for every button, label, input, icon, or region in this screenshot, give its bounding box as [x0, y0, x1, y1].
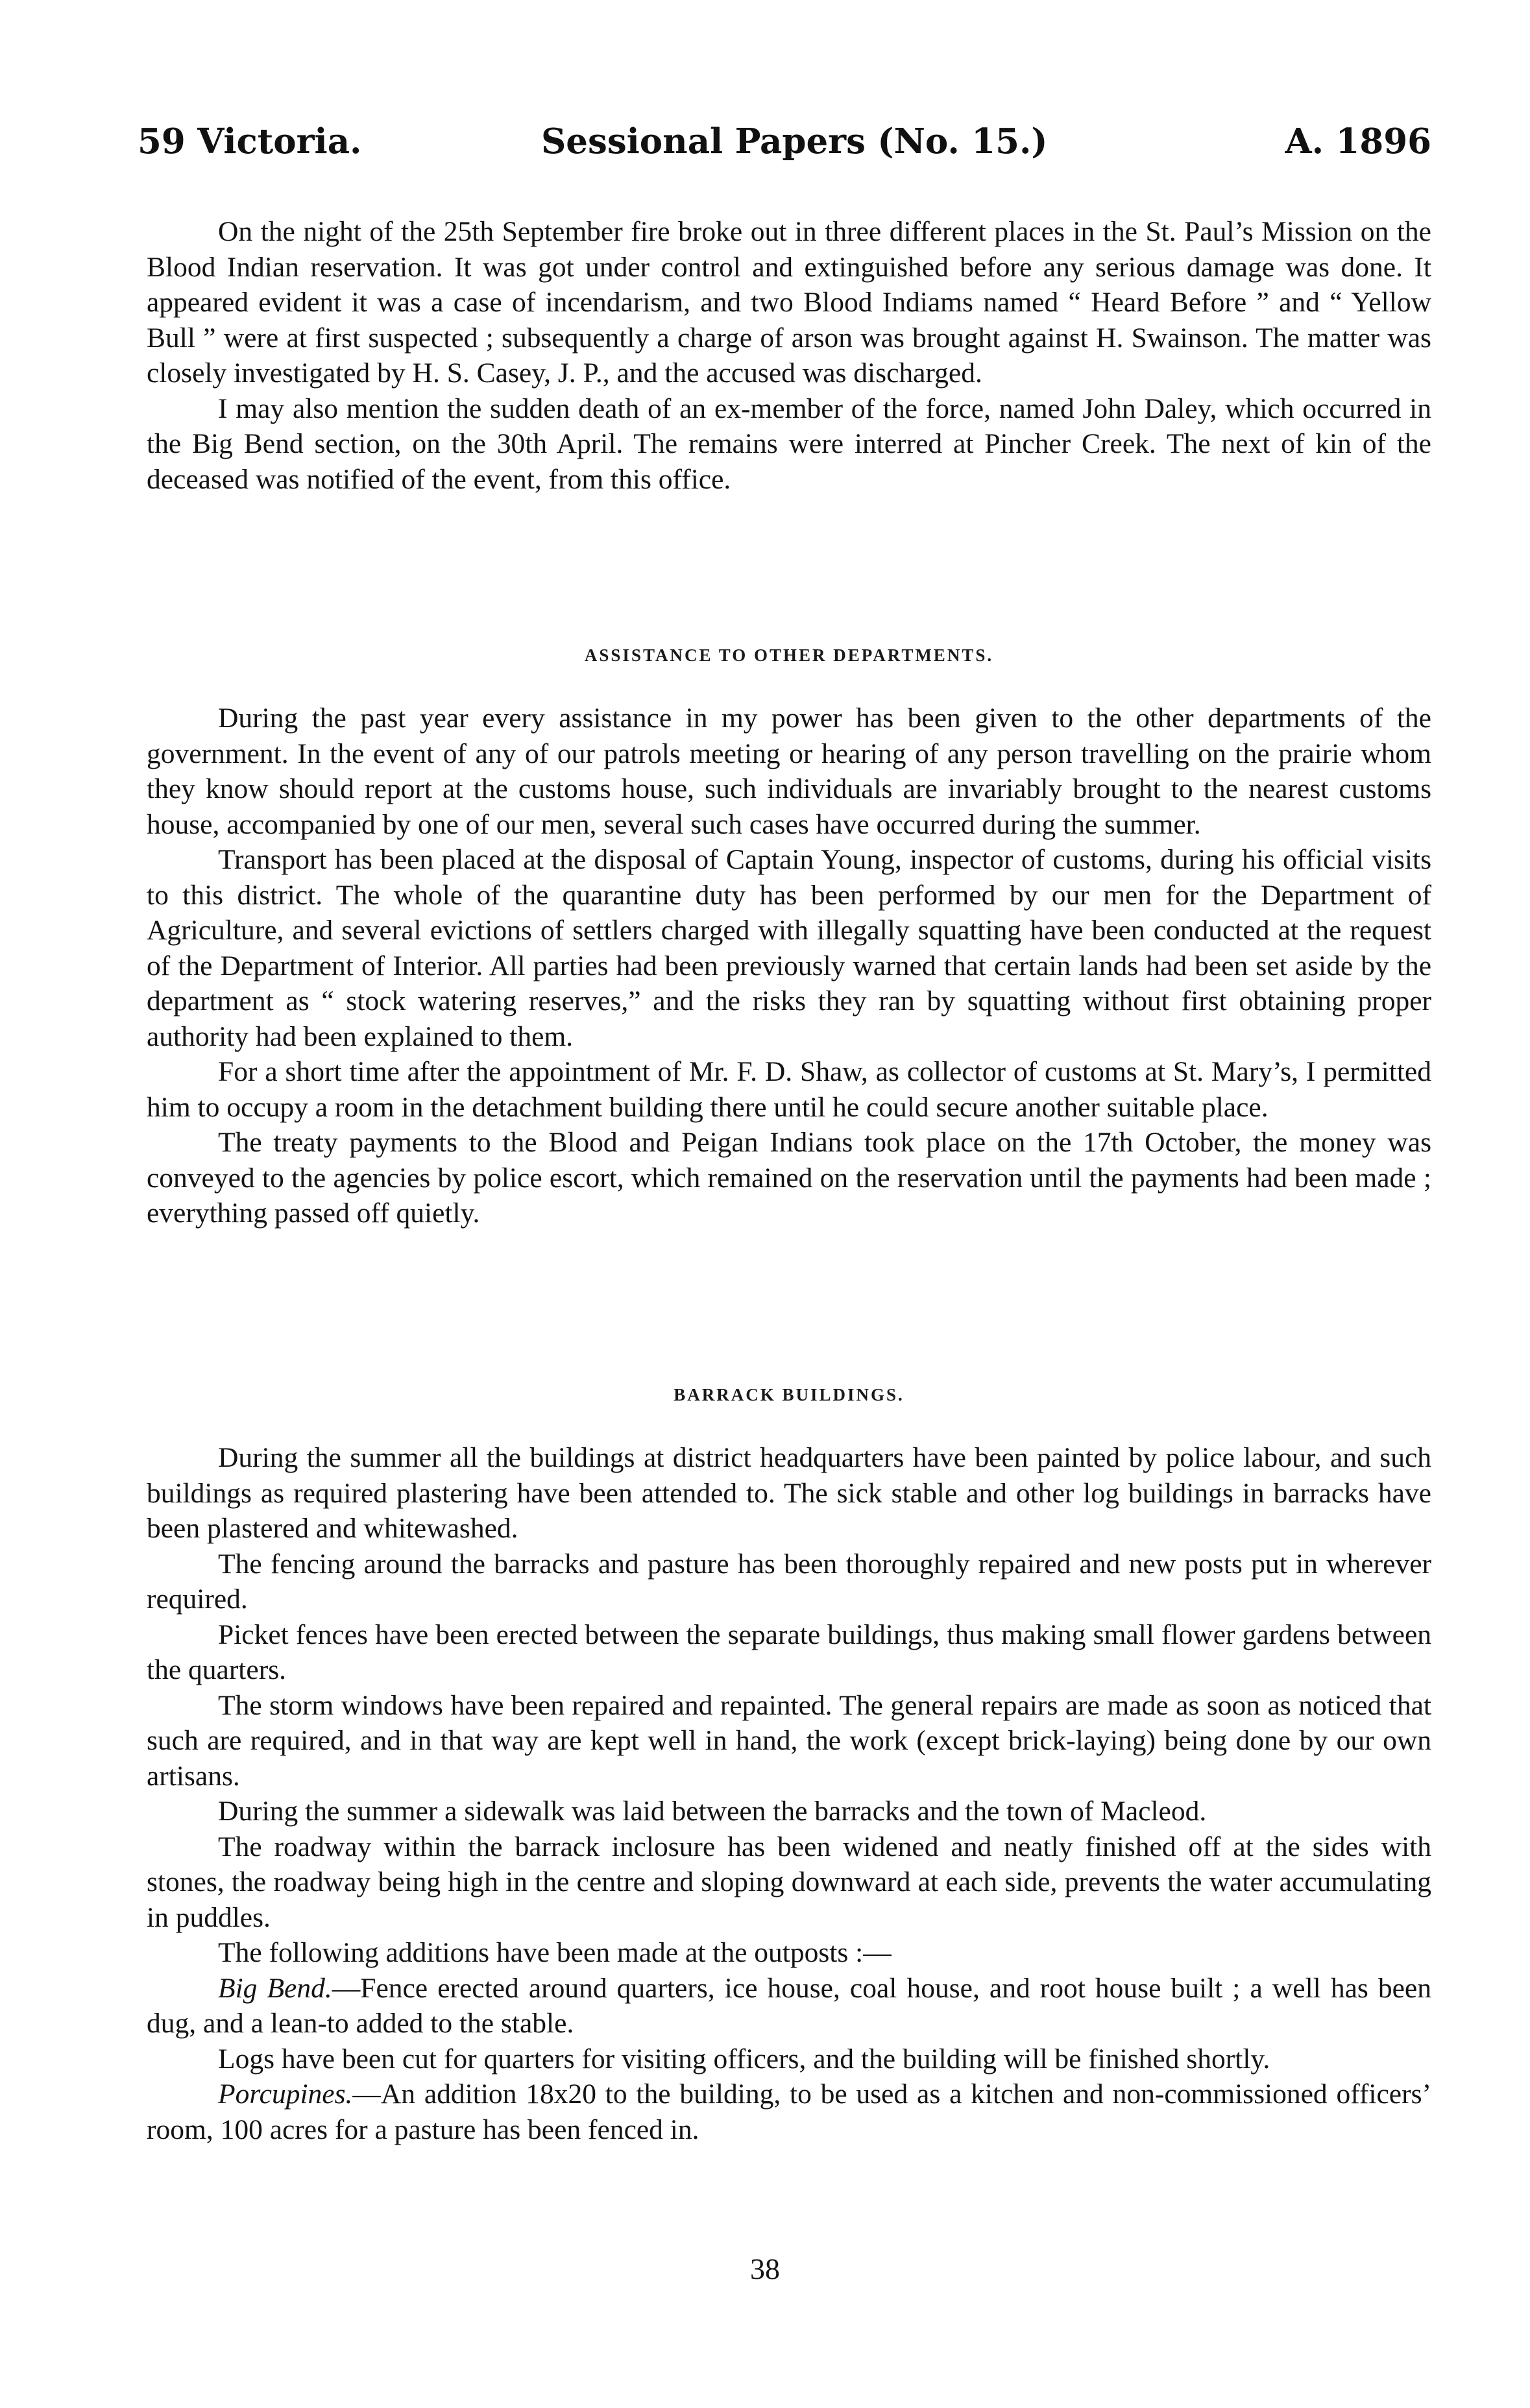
paragraph: Picket fences have been erected between the separate buildings, thus making small flower gardens between the quarters.	[147, 1619, 1431, 1685]
paragraph: The storm windows have been repaired and repainted. The general repairs are made as soon as noticed that such are required, and in that way are kept well in hand, the work (except brick-laying) being done by our own artisans.	[147, 1689, 1431, 1792]
paragraph: During the past year every assistance in my power has been given to the other departments of the government. In the event of any of our patrols meeting or hearing of any person travelling on the prairie whom they know should report at the customs house, such individuals are invariably brought to the nearest customs house, accompanied by one of our men, several such cases have occurred during the summer.	[147, 703, 1431, 840]
running-head-title: Sessional Papers (No. 15.)	[541, 121, 1048, 162]
running-head-year: A. 1896	[1285, 121, 1431, 162]
section-heading-assistance: ASSISTANCE TO OTHER DEPARTMENTS.	[584, 645, 994, 665]
paragraph: Transport has been placed at the disposal of Captain Young, inspector of customs, during his official visits to this district. The whole of the quarantine duty has been performed by our men for the Department of Agriculture, and several evictions of settlers charged with illegally squatting have been conducted at the request of the Department of Interior. All parties had been previously warned that certain lands had been set aside by the department as “ stock watering reserves,” and the risks they ran by squatting without first obtaining proper authority had been explained to them.	[147, 844, 1431, 1052]
barrack-section	[147, 1440, 1431, 2147]
opening-paragraphs	[147, 214, 1431, 497]
paragraph: For a short time after the appointment of Mr. F. D. Shaw, as collector of customs at St. Mary’s, I permitted him to occupy a room in the detachment building there until he could secure another suitable place.	[147, 1056, 1431, 1123]
page-number: 38	[750, 2252, 780, 2285]
paragraph: The roadway within the barrack inclosure has been widened and neatly finished off at the sides with stones, the roadway being high in the centre and sloping downward at each side, prevents the water accumulating in puddles.	[147, 1831, 1431, 1933]
paragraph: I may also mention the sudden death of an ex-member of the force, named John Daley, which occurred in the Big Bend section, on the 30th April. The remains were interred at Pincher Creek. The next of kin of the deceased was notified of the event, from this office.	[147, 392, 1431, 495]
outpost-description: —An addition 18x20 to the building, to be used as a kitchen and non-commissioned officers’ room, 100 acres for a pasture has been fenced in.	[147, 2078, 1431, 2145]
paragraph: The following additions have been made at the outposts :—	[218, 1937, 892, 1968]
paragraph: The treaty payments to the Blood and Peigan Indians took place on the 17th October, the money was conveyed to the agencies by police escort, which remained on the reservation until the payments had been made ; everything passed off quietly.	[147, 1127, 1431, 1229]
paragraph: During the summer a sidewalk was laid between the barracks and the town of Macleod.	[218, 1796, 1207, 1827]
running-head	[138, 115, 1431, 167]
outpost-description: —Fence erected around quarters, ice house, coal house, and root house built ; a well has been dug, and a lean-to added to the stable.	[147, 1972, 1431, 2039]
section-heading-barrack: BARRACK BUILDINGS.	[674, 1385, 905, 1404]
assistance-section	[147, 701, 1431, 1231]
outpost-name-porcupines: Porcupines.	[218, 2078, 353, 2110]
paragraph: Logs have been cut for quarters for visiting officers, and the building will be finished shortly.	[218, 2043, 1270, 2075]
running-head-session: 59 Victoria.	[138, 121, 362, 162]
paragraph: During the summer all the buildings at district headquarters have been painted by police labour, and such buildings as required plastering have been attended to. The sick stable and other log buildings in barracks have been plastered and whitewashed.	[147, 1442, 1431, 1544]
paragraph: The fencing around the barracks and pasture has been thoroughly repaired and new posts put in wherever required.	[147, 1548, 1431, 1615]
outpost-name-big-bend: Big Bend.	[218, 1972, 332, 2004]
paragraph	[147, 2077, 1431, 2147]
paragraph: On the night of the 25th September fire broke out in three different places in the St. Paul’s Mission on the Blood Indian reservation. It was got under control and extinguished before any serious damage was done. It appeared evident it was a case of incendarism, and two Blood Indiams named “ Heard Before ” and “ Yellow Bull ” were at first suspected ; subsequently a charge of arson was brought against H. Swainson. The matter was closely investigated by H. S. Casey, J. P., and the accused was discharged.	[147, 216, 1431, 389]
paragraph	[147, 1971, 1431, 2041]
